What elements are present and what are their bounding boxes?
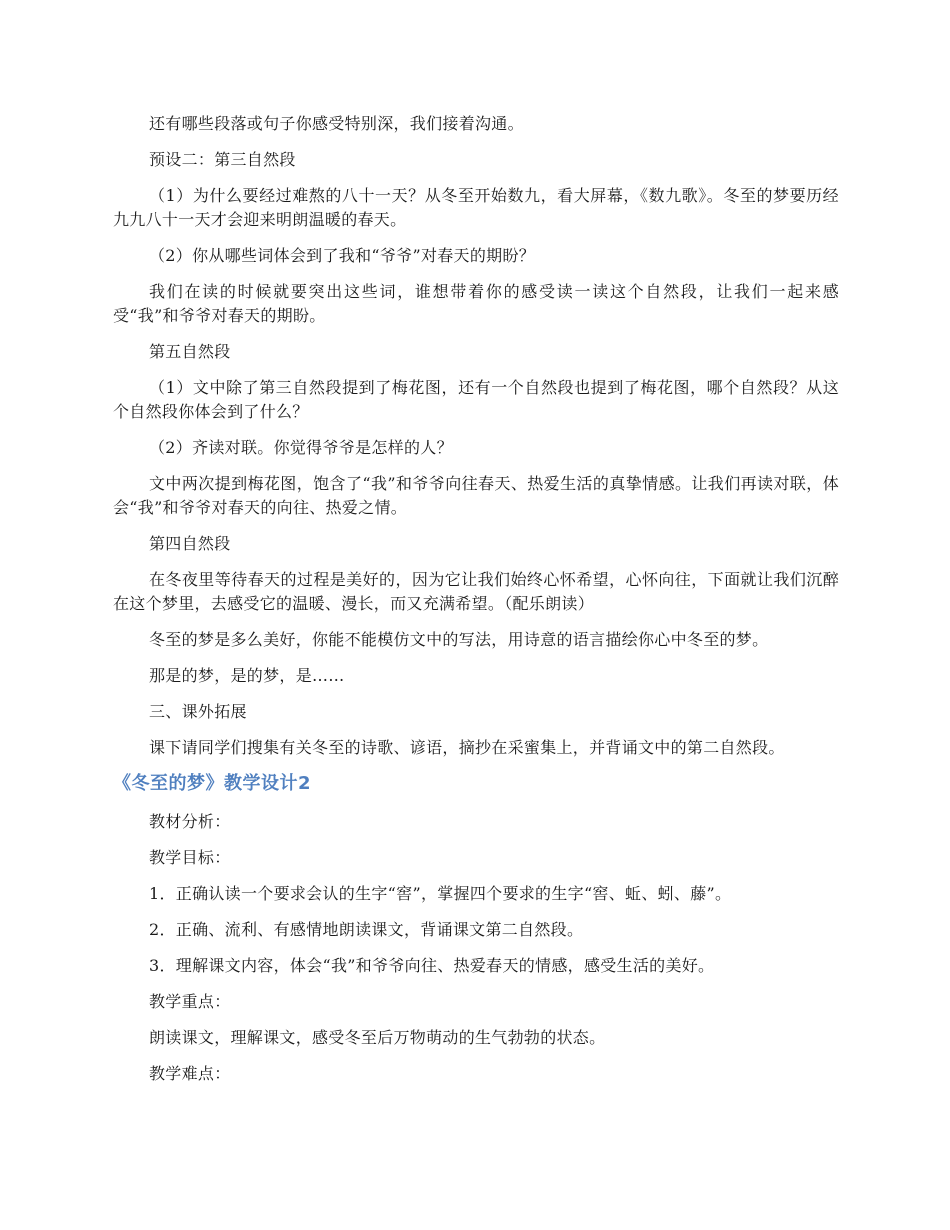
paragraph: 朗读课文，理解课文，感受冬至后万物萌动的生气勃勃的状态。: [149, 1028, 606, 1047]
paragraph: 课下请同学们搜集有关冬至的诗歌、谚语，摘抄在采蜜集上，并背诵文中的第二自然段。: [149, 738, 785, 757]
paragraph: 2．正确、流利、有感情地朗读课文，背诵课文第二自然段。: [149, 920, 584, 939]
paragraph: 那是的梦，是的梦，是……: [149, 666, 345, 685]
paragraph: 还有哪些段落或句子你感受特别深，我们接着沟通。: [149, 114, 524, 133]
paragraph: 教学难点：: [149, 1064, 231, 1083]
paragraph: （2）你从哪些词体会到了我和“爷爷”对春天的期盼？: [149, 246, 536, 265]
paragraph: 冬至的梦是多么美好，你能不能模仿文中的写法，用诗意的语言描绘你心中冬至的梦。: [149, 630, 769, 649]
paragraph: 文中两次提到梅花图，饱含了“我”和爷爷向往春天、热爱生活的真挚情感。让我们再读对联，体会“我”和爷爷对春天的向往、热爱之情。: [113, 474, 839, 517]
paragraph: 第四自然段: [149, 534, 231, 553]
paragraph: 教学重点：: [149, 992, 231, 1011]
document-body: [113, 112, 839, 1098]
paragraph: （1）文中除了第三自然段提到了梅花图，还有一个自然段也提到了梅花图，哪个自然段？从这个自然段你体会到了什么？: [113, 378, 839, 421]
paragraph: 预设二：第三自然段: [149, 150, 296, 169]
paragraph: 3．理解课文内容，体会“我”和爷爷向往、热爱春天的情感，感受生活的美好。: [149, 956, 715, 975]
paragraph: 1．正确认读一个要求会认的生字“窖”，掌握四个要求的生字“窖、蚯、蚓、藤”。: [149, 884, 732, 903]
paragraph: 第五自然段: [149, 342, 231, 361]
paragraph: （2）齐读对联。你觉得爷爷是怎样的人？: [149, 438, 453, 457]
section-heading: 《冬至的梦》教学设计2: [113, 773, 312, 794]
paragraph: （1）为什么要经过难熬的八十一天？从冬至开始数九，看大屏幕，《数九歌》。冬至的梦要历经九九八十一天才会迎来明朗温暖的春天。: [113, 186, 839, 229]
paragraph: 教材分析：: [149, 812, 231, 831]
paragraph: 三、课外拓展: [149, 702, 247, 721]
paragraph: 教学目标：: [149, 848, 231, 867]
paragraph: 我们在读的时候就要突出这些词，谁想带着你的感受读一读这个自然段，让我们一起来感受“我”和爷爷对春天的期盼。: [113, 282, 839, 325]
paragraph: 在冬夜里等待春天的过程是美好的，因为它让我们始终心怀希望，心怀向往，下面就让我们沉醉在这个梦里，去感受它的温暖、漫长，而又充满希望。（配乐朗读）: [113, 570, 839, 613]
